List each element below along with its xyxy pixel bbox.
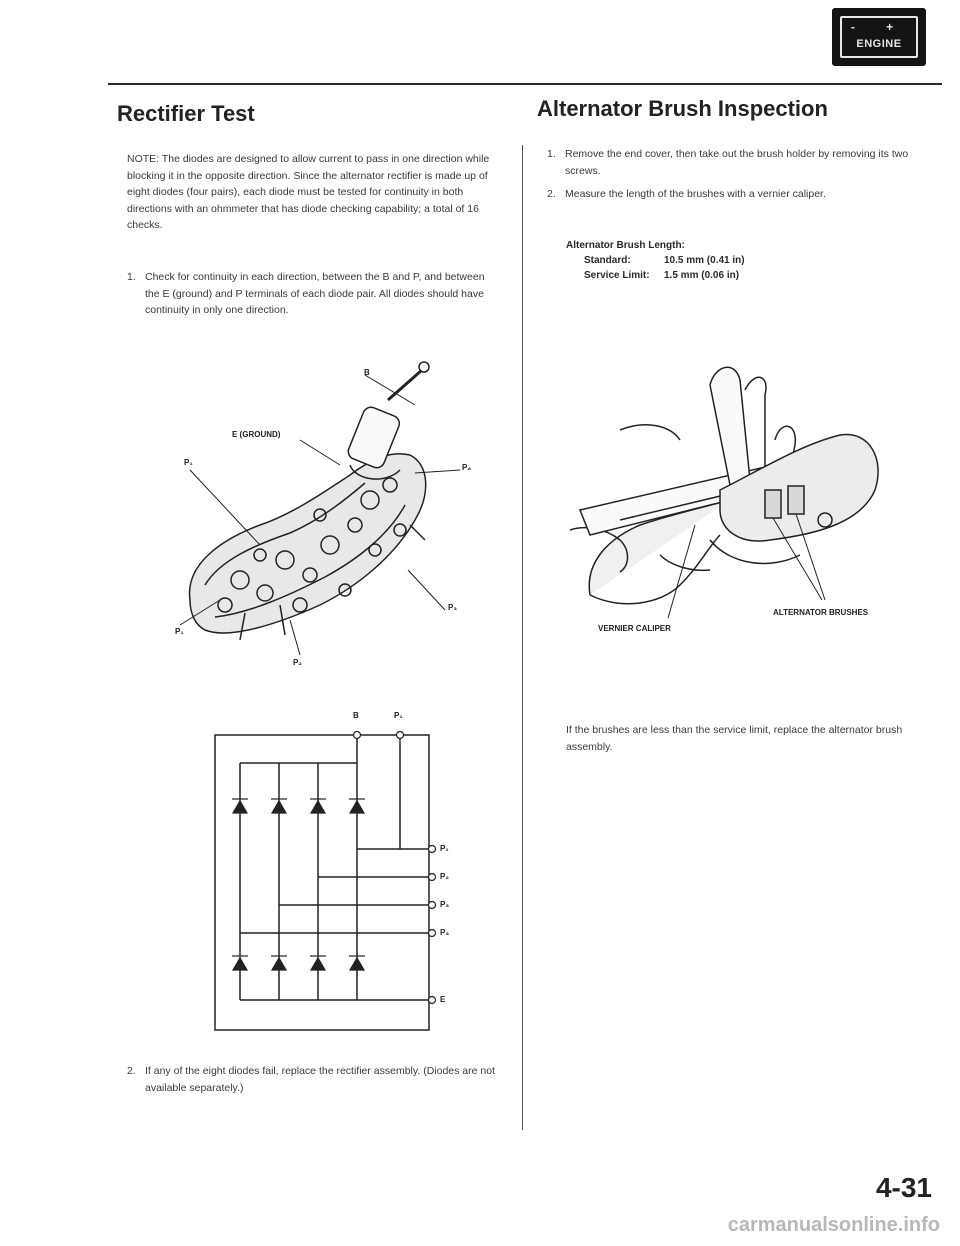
brush-note: If the brushes are less than the service limit, replace the alternator brush assembly. — [566, 724, 903, 753]
schematic-label-p1-top: P₁ — [394, 711, 403, 720]
tab-signs: - + — [850, 20, 908, 34]
caliper-illustration — [560, 350, 900, 630]
fig-label-p4: P₄ — [462, 463, 472, 472]
spec-standard-label: Standard: — [584, 255, 631, 266]
fig-label-p3: P₃ — [448, 603, 458, 612]
spec-limit-label: Service Limit: — [584, 270, 650, 281]
brush-step-1 — [547, 146, 919, 182]
header-rule — [108, 83, 942, 85]
rectifier-step-1 — [127, 269, 492, 337]
fig-label-alternator-brushes: ALTERNATOR BRUSHES — [773, 608, 869, 617]
spec-standard-value: 10.5 mm (0.41 in) — [664, 255, 745, 266]
step-number: 2. — [127, 1065, 136, 1077]
fig-label-p2: P₂ — [293, 658, 302, 667]
rectifier-note: NOTE: The diodes are designed to allow current to pass in one direction while blocking it in the opposite direction. Since the alternator rectifier is made up of eight diodes (four pairs), each diode must be tested for continuity in both directions with an ohmmeter that has diode checking capability; a total of 16 checks. — [127, 153, 490, 231]
step-number: 1. — [547, 148, 556, 160]
tab-label: ENGINE — [856, 38, 902, 50]
fig-label-p1: P₁ — [184, 458, 193, 467]
rectifier-title: Rectifier Test — [117, 101, 255, 126]
rectifier-schematic — [200, 725, 450, 1035]
rectifier-illustration — [160, 355, 490, 685]
schematic-label-p2: P₂ — [440, 872, 449, 881]
brush-title: Alternator Brush Inspection — [537, 96, 828, 121]
footer-watermark: carmanualsonline.info — [727, 1214, 940, 1236]
spec-limit-value: 1.5 mm (0.06 in) — [664, 270, 740, 281]
fig-label-p1-bottom: P₁ — [175, 627, 184, 636]
schematic-label-e: E — [440, 995, 446, 1004]
step-number: 1. — [127, 271, 136, 283]
spec-title: Alternator Brush Length: — [566, 240, 685, 251]
step-text: Check for continuity in each direction, between the B and P, and between the E (ground) and P terminals of each diode pair. All diodes should have continuity in only one direction. — [145, 271, 485, 316]
page-number: 4-31 — [875, 1172, 932, 1203]
schematic-label-p1: P₁ — [440, 844, 449, 853]
schematic-label-p4: P₄ — [440, 928, 450, 937]
column-divider — [522, 145, 523, 1130]
brush-step-2 — [547, 186, 919, 222]
step-text: Remove the end cover, then take out the brush holder by removing its two screws. — [565, 148, 909, 177]
fig-label-vernier-caliper: VERNIER CALIPER — [598, 624, 671, 633]
section-tab — [832, 8, 926, 66]
schematic-label-b: B — [353, 711, 359, 720]
battery-icon — [840, 16, 918, 58]
step-text: Measure the length of the brushes with a vernier caliper. — [565, 188, 826, 200]
step-text: If any of the eight diodes fail, replace the rectifier assembly. (Diodes are not available separately.) — [145, 1065, 495, 1094]
step-number: 2. — [547, 188, 556, 200]
schematic-label-p3: P₃ — [440, 900, 450, 909]
rectifier-step-2 — [127, 1063, 497, 1099]
fig-label-b: B — [364, 368, 370, 377]
fig-label-e-ground: E (GROUND) — [232, 430, 281, 439]
